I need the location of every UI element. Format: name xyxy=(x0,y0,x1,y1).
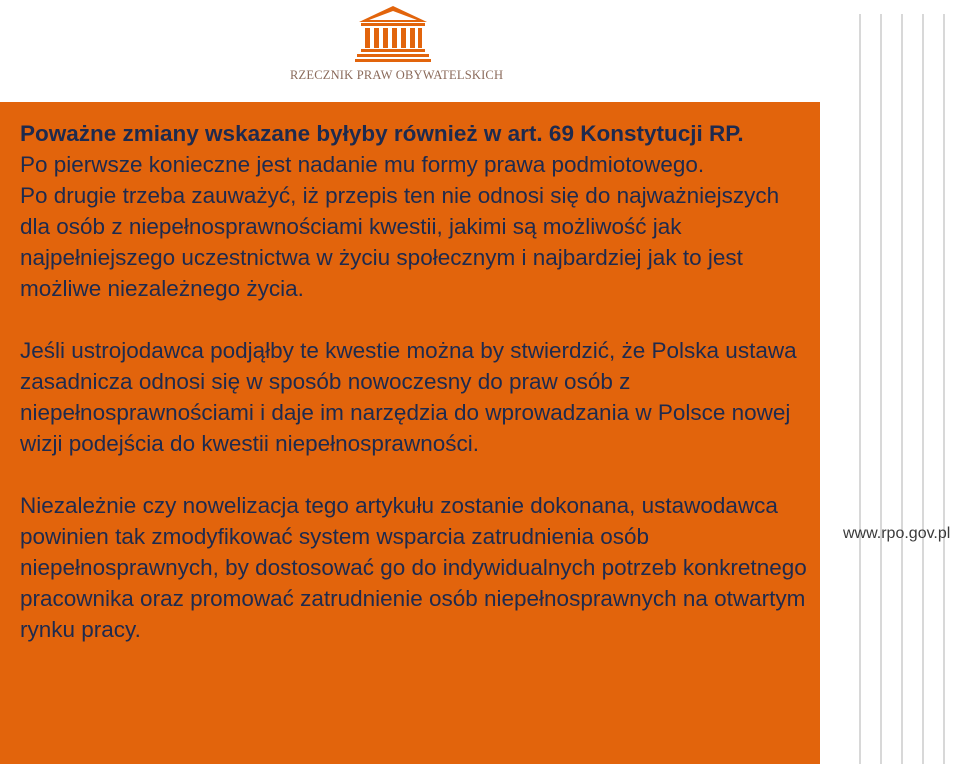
decorative-stripes xyxy=(856,14,960,764)
rpo-logo xyxy=(290,4,504,82)
building-icon xyxy=(355,4,431,64)
heading: Poważne zmiany wskazane byłyby również w art. 69 Konstytucji RP. xyxy=(20,121,744,146)
paragraph-4: Niezależnie czy nowelizacja tego artykułu zostanie dokonana, ustawodawca powinien tak zmodyfikować system wsparcia zatrudnienia osób niepełnosprawnych, by dostosować go do indywidualnych potrzeb konkretnego pracownika oraz promować zatrudnienie osób niepełnosprawnych na otwartym rynku pracy. xyxy=(20,493,807,642)
paragraph-3: Jeśli ustrojodawca podjąłby te kwestie można by stwierdzić, że Polska ustawa zasadnicza odnosi się w sposób nowoczesny do praw osób z niepełnosprawnościami i daje im narzędzia do wprowadzania w Polsce nowej wizji podejścia do kwestii niepełnosprawności. xyxy=(20,338,797,456)
text-content xyxy=(20,118,815,645)
paragraph-2: Po drugie trzeba zauważyć, iż przepis ten nie odnosi się do najważniejszych dla osób z niepełnosprawnościami kwestii, jakimi są możliwość jak najpełniejszego uczestnictwa w życiu społecznym i najbardziej jak to jest możliwe niezależnego życia. xyxy=(20,183,780,301)
logo-text: RZECZNIK PRAW OBYWATELSKICH xyxy=(290,68,504,82)
paragraph-1: Po pierwsze konieczne jest nadanie mu formy prawa podmiotowego. xyxy=(20,152,705,177)
footer-url: www.rpo.gov.pl xyxy=(843,525,951,542)
